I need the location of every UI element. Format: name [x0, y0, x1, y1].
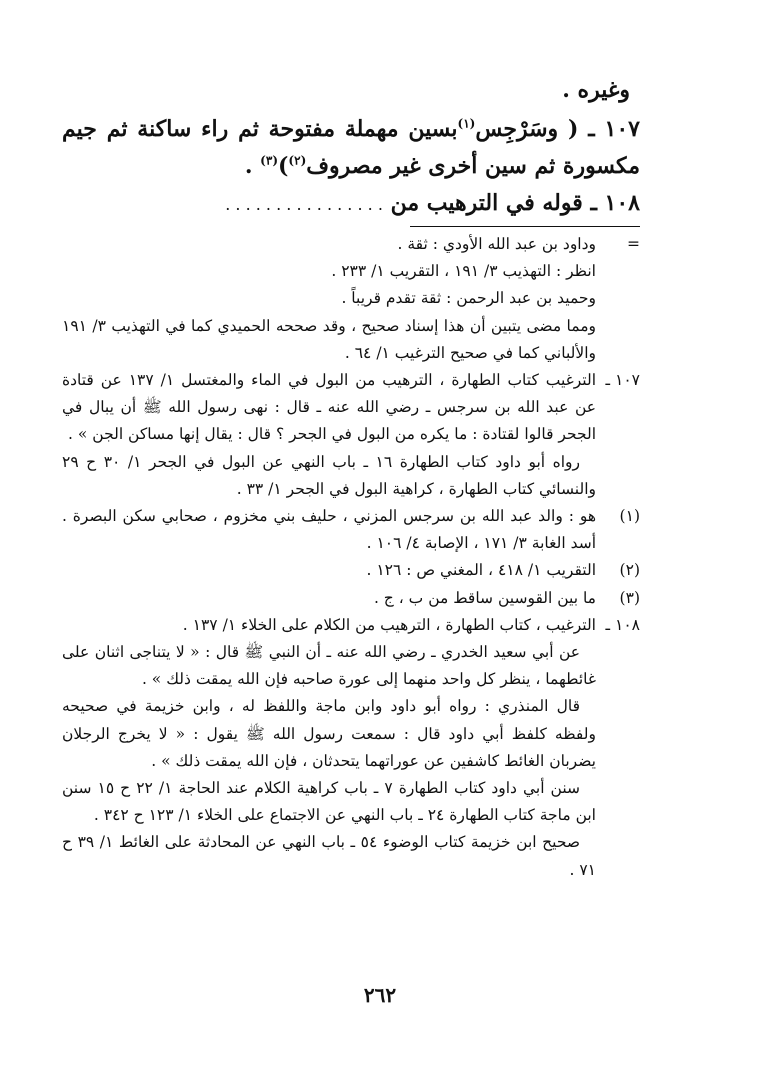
note-paragraph: وداود بن عبد الله الأودي : ثقة . — [397, 235, 596, 253]
footnote-text: ما بين القوسين ساقط من ب ، ج . — [373, 588, 596, 607]
note-paragraph: الترغيب ، كتاب الطهارة ، الترهيب من الكلام على الخلاء ١/ ١٣٧ . — [182, 615, 596, 634]
note-paragraph: رواه أبو داود كتاب الطهارة ١٦ ـ باب النهي عن البول في الجحر ١/ ٣٠ ح ٢٩ والنسائي كتاب الطهارة ، كراهية البول في الجحر ١/ ٣٣ . — [62, 452, 596, 498]
footnote-2 — [62, 557, 640, 584]
note-paragraph: انظر : التهذيب ٣/ ١٩١ ، التقريب ١/ ٢٣٣ . — [331, 262, 596, 281]
note-paragraph: سنن أبي داود كتاب الطهارة ٧ ـ باب كراهية الكلام عند الحاجة ١/ ٢٢ ح ١٥ سنن ابن ماجة كتاب الطهارة ٢٤ ـ باب النهي عن الاجتماع على الخلاء ١/ ١٢٣ ح ٣٤٢ . — [62, 779, 596, 825]
footnote-ref-3[interactable]: (٣) — [260, 153, 278, 168]
continued-note — [62, 231, 640, 367]
entry-number: ١٠٧ ـ — [588, 116, 640, 142]
note-marker: ١٠٧ ـ — [605, 371, 640, 390]
note-paragraph: قال المنذري : رواه أبو داود وابن ماجة واللفظ له ، وابن خزيمة في صحيحه ولفظه كلفظ أبي داود قال : سمعت رسول الله ﷺ يقول : « لا يخرج الرجلان يضربان الغائط كاشفين عن عوراتهما يتحدثان ، فإن الله يمقت ذلك » . — [62, 697, 596, 770]
footnote-ref-1[interactable]: (١) — [457, 116, 476, 131]
main-text — [62, 72, 640, 223]
note-108 — [62, 612, 640, 884]
footnote-text: التقريب ١/ ٤١٨ ، المغني ص : ١٢٦ . — [366, 561, 596, 580]
entry-end: . — [244, 153, 261, 179]
entry-open: ( وسَرْجِس — [475, 116, 579, 142]
entry-107 — [62, 111, 640, 185]
book-page — [62, 72, 640, 884]
ellipsis-dots: . . . . . . . . . . . . . . . . — [225, 195, 383, 214]
note-paragraph: الترغيب كتاب الطهارة ، الترهيب من البول في الماء والمغتسل ١/ ١٣٧ عن قتادة عن عبد الله بن سرجس ـ رضي الله عنه ـ قال : نهى رسول الله ﷺ أن يبال في الجحر قالوا لقتادة : ما يكره من البول في الجحر ؟ قال : يقال إنها مساكن الجن » . — [62, 371, 597, 444]
footnotes — [62, 231, 640, 884]
entry-text: قوله في الترهيب من — [390, 190, 583, 216]
entry-108 — [62, 185, 640, 223]
footnote-3 — [62, 585, 640, 612]
footnote-marker: (١) — [619, 507, 640, 526]
entry-text: بسين مهملة مفتوحة ثم راء ساكنة ثم جيم مكسورة ثم سين أخرى غير مصروف — [62, 116, 640, 179]
footnote-separator — [410, 226, 640, 227]
footnote-marker: (٢) — [619, 561, 640, 580]
note-107 — [62, 367, 640, 503]
footnote-ref-2[interactable]: (٢) — [288, 153, 307, 168]
note-paragraph: عن أبي سعيد الخدري ـ رضي الله عنه ـ أن النبي ﷺ قال : « لا يتناجى اثنان على غائطهما ، ينظر كل واحد منهما إلى عورة صاحبه فإن الله يمقت ذلك » . — [62, 643, 596, 689]
footnote-marker: (٣) — [619, 588, 640, 607]
continuation-marker: = — [627, 235, 640, 253]
entry-close: ) — [278, 153, 289, 179]
note-paragraph: وحميد بن عبد الرحمن : ثقة تقدم قريباً . — [341, 289, 596, 308]
page-number: ٢٦٢ — [363, 983, 397, 1007]
note-paragraph: ومما مضى يتبين أن هذا إسناد صحيح ، وقد صححه الحميدي كما في التهذيب ٣/ ١٩١ والألباني كما في صحيح الترغيب ١/ ٦٤ . — [62, 316, 596, 362]
entry-number: ١٠٨ ـ — [590, 190, 640, 216]
note-paragraph: صحيح ابن خزيمة كتاب الوضوء ٥٤ ـ باب النهي عن المحادثة على الغائط ١/ ٣٩ ح ٧١ . — [62, 833, 596, 879]
note-marker: ١٠٨ ـ — [605, 615, 640, 634]
continuation-line: وغيره . — [562, 77, 630, 103]
footnote-1 — [62, 503, 640, 557]
footnote-text: هو : والد عبد الله بن سرجس المزني ، حليف بني مخزوم ، صحابي سكن البصرة . أسد الغابة ٣/ ١٧١ ، الإصابة ٤/ ١٠٦ . — [62, 507, 596, 553]
